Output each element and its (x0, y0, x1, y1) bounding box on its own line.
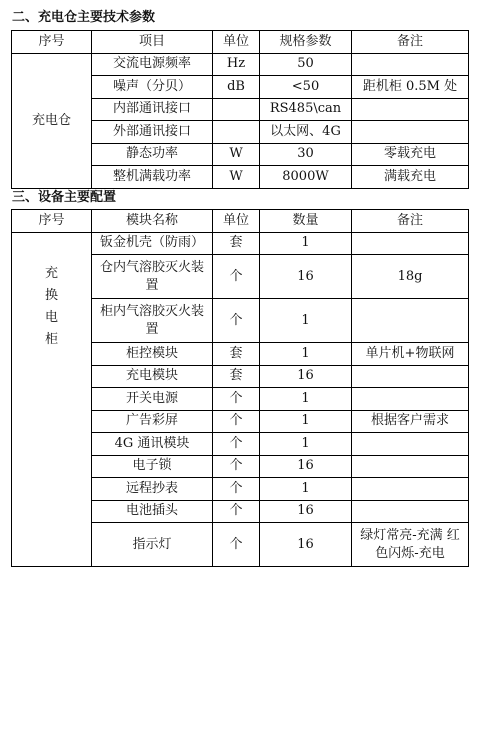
section2-title: 三、设备主要配置 (12, 190, 117, 205)
row-qty: 1 (260, 299, 352, 343)
row-spec: 50 (260, 53, 352, 76)
row-unit: 套 (213, 365, 260, 388)
row-note: 绿灯常亮-充满 红色闪烁-充电 (352, 523, 469, 567)
row-item: 外部通讯接口 (92, 121, 213, 144)
row-unit: 套 (213, 232, 260, 255)
row-name: 电子锁 (92, 455, 213, 478)
table-row (12, 53, 469, 76)
row-name: 广告彩屏 (92, 410, 213, 433)
row-note: 根据客户需求 (352, 410, 469, 433)
row-unit: Hz (213, 53, 260, 76)
row-note (352, 53, 469, 76)
row-unit: dB (213, 76, 260, 99)
row-note (352, 121, 469, 144)
row-unit (213, 121, 260, 144)
group-label (12, 232, 92, 567)
row-unit: W (213, 166, 260, 189)
row-qty: 16 (260, 523, 352, 567)
row-qty: 1 (260, 478, 352, 501)
row-note: 18g (352, 255, 469, 299)
row-name: 柜内气溶胶灭火装置 (92, 299, 213, 343)
table-row (12, 232, 469, 255)
table-header-row (12, 31, 469, 54)
row-unit: 套 (213, 343, 260, 366)
row-name: 远程抄表 (92, 478, 213, 501)
tech-params-table (11, 30, 469, 189)
row-qty: 1 (260, 410, 352, 433)
row-note (352, 478, 469, 501)
row-unit (213, 98, 260, 121)
group-label: 充电仓 (12, 53, 92, 188)
header-index: 序号 (12, 210, 92, 233)
row-name: 钣金机壳（防雨） (92, 232, 213, 255)
row-note (352, 388, 469, 411)
row-unit: 个 (213, 455, 260, 478)
row-note (352, 433, 469, 456)
table-header-row (12, 210, 469, 233)
header-spec: 规格参数 (260, 31, 352, 54)
group-label-char: 电 (44, 309, 58, 325)
header-item: 项目 (92, 31, 213, 54)
row-note (352, 500, 469, 523)
row-unit: W (213, 143, 260, 166)
config-table (11, 209, 469, 567)
row-qty: 16 (260, 365, 352, 388)
row-spec: 8000W (260, 166, 352, 189)
row-note: 满载充电 (352, 166, 469, 189)
row-unit: 个 (213, 410, 260, 433)
row-qty: 1 (260, 433, 352, 456)
row-qty: 1 (260, 343, 352, 366)
row-item: 整机满载功率 (92, 166, 213, 189)
group-label-char: 充 (44, 265, 58, 281)
group-label-char: 换 (44, 287, 58, 303)
row-qty: 16 (260, 255, 352, 299)
row-note: 单片机+物联网 (352, 343, 469, 366)
row-unit: 个 (213, 388, 260, 411)
row-spec: 以太网、4G (260, 121, 352, 144)
row-unit: 个 (213, 299, 260, 343)
section1-title: 二、充电仓主要技术参数 (12, 10, 156, 25)
row-name: 柜控模块 (92, 343, 213, 366)
row-item: 内部通讯接口 (92, 98, 213, 121)
row-note (352, 365, 469, 388)
row-note (352, 299, 469, 343)
row-item: 噪声（分贝） (92, 76, 213, 99)
row-name: 充电模块 (92, 365, 213, 388)
row-item: 静态功率 (92, 143, 213, 166)
row-qty: 1 (260, 388, 352, 411)
header-module: 模块名称 (92, 210, 213, 233)
row-item: 交流电源频率 (92, 53, 213, 76)
row-unit: 个 (213, 478, 260, 501)
row-name: 开关电源 (92, 388, 213, 411)
group-label-char: 柜 (44, 331, 58, 347)
row-qty: 1 (260, 232, 352, 255)
row-qty: 16 (260, 455, 352, 478)
row-unit: 个 (213, 433, 260, 456)
header-note: 备注 (352, 210, 469, 233)
row-unit: 个 (213, 255, 260, 299)
row-spec: <50 (260, 76, 352, 99)
row-name: 4G 通讯模块 (92, 433, 213, 456)
row-spec: 30 (260, 143, 352, 166)
row-note: 零载充电 (352, 143, 469, 166)
row-unit: 个 (213, 500, 260, 523)
row-note (352, 232, 469, 255)
row-spec: RS485\can (260, 98, 352, 121)
header-unit: 单位 (213, 210, 260, 233)
row-unit: 个 (213, 523, 260, 567)
row-name: 仓内气溶胶灭火装置 (92, 255, 213, 299)
row-note: 距机柜 0.5M 处 (352, 76, 469, 99)
header-qty: 数量 (260, 210, 352, 233)
header-unit: 单位 (213, 31, 260, 54)
header-note: 备注 (352, 31, 469, 54)
row-qty: 16 (260, 500, 352, 523)
row-note (352, 455, 469, 478)
row-name: 指示灯 (92, 523, 213, 567)
row-name: 电池插头 (92, 500, 213, 523)
header-index: 序号 (12, 31, 92, 54)
row-note (352, 98, 469, 121)
